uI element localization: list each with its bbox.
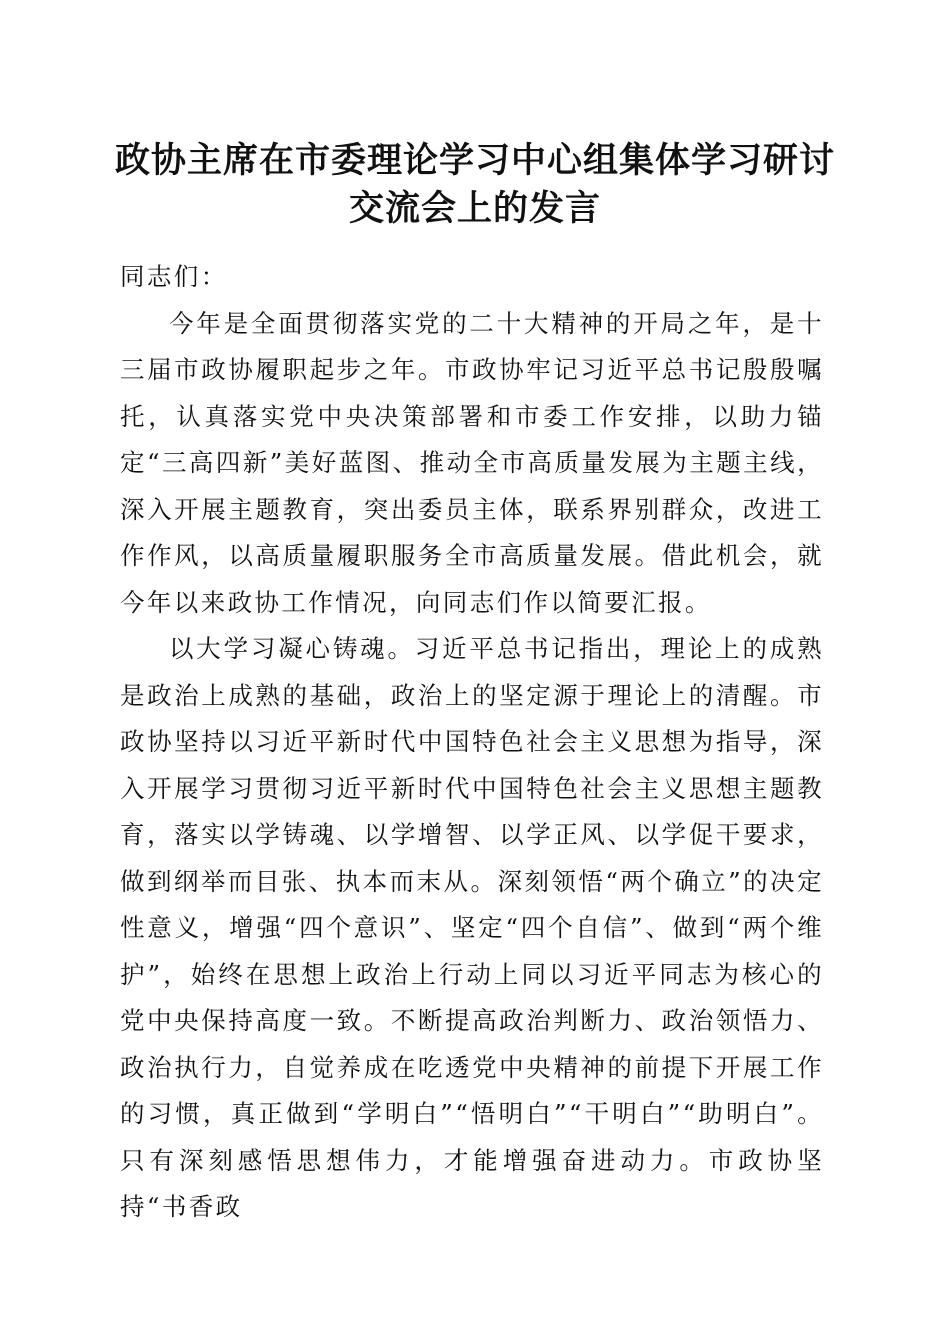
title-line-2: 交流会上的发言 bbox=[348, 188, 601, 229]
paragraph-2: 以大学习凝心铸魂。习近平总书记指出，理论上的成熟是政治上成熟的基础，政治上的坚定源于理论上的清醒。市政协坚持以习近平新时代中国特色社会主义思想为指导，深入开展学习贯彻习近平新时代中国特色社会主义思想主题教育，落实以学铸魂、以学增智、以学正风、以学促干要求，做到纲举而目张、执本而末从。深刻领悟“两个确立”的决定性意义，增强“四个意识”、坚定“四个自信”、做到“两个维护”，始终在思想上政治上行动上同以习近平同志为核心的党中央保持高度一致。不断提高政治判断力、政治领悟力、政治执行力，自觉养成在吃透党中央精神的前提下开展工作的习惯，真正做到“学明白”“悟明白”“干明白”“助明白”。只有深刻感悟思想伟力，才能增强奋进动力。市政协坚持“书香政 bbox=[120, 634, 824, 1221]
paragraph-1: 今年是全面贯彻落实党的二十大精神的开局之年，是十三届市政协履职起步之年。市政协牢记习近平总书记殷殷嘱托，认真落实党中央决策部署和市委工作安排，以助力锚定“三高四新”美好蓝图、推动全市高质量发展为主题主线，深入开展主题教育，突出委员主体，联系界别群众，改进工作作风，以高质量履职服务全市高质量发展。借此机会，就今年以来政协工作情况，向同志们作以简要汇报。 bbox=[120, 308, 824, 617]
salutation: 同志们： bbox=[120, 262, 228, 291]
title-line-1: 政协主席在市委理论学习中心组集体学习研讨 bbox=[114, 140, 835, 181]
document-body bbox=[120, 254, 824, 1231]
document-title bbox=[100, 137, 850, 233]
